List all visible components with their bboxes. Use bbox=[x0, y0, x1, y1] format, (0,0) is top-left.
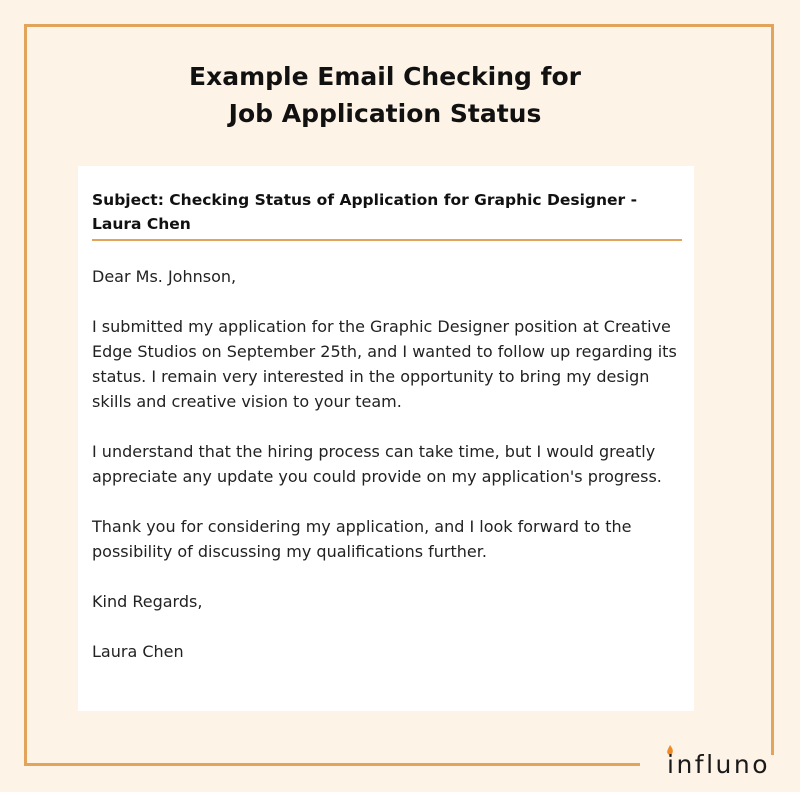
influno-logo bbox=[663, 748, 787, 782]
page-title bbox=[100, 58, 670, 132]
title-line-2: Job Application Status bbox=[228, 99, 542, 128]
email-paragraph-3: Thank you for considering my application, and I look forward to the possibility of discussing my qualifications further. bbox=[92, 517, 632, 561]
email-paragraph-1: I submitted my application for the Graphic Designer position at Creative Edge Studios on September 25th, and I wanted to follow up regarding its status. I remain very interested in the opportunity to bring my design skills and creative vision to your team. bbox=[92, 317, 677, 411]
title-line-1: Example Email Checking for bbox=[189, 62, 581, 91]
email-subject: Subject: Checking Status of Application for Graphic Designer - Laura Chen bbox=[92, 191, 638, 233]
email-card bbox=[78, 166, 694, 711]
email-greeting: Dear Ms. Johnson, bbox=[92, 267, 237, 286]
logo-wordmark: influno bbox=[667, 750, 771, 779]
email-closing: Kind Regards, bbox=[92, 592, 203, 611]
email-body bbox=[92, 264, 687, 689]
email-signature: Laura Chen bbox=[92, 642, 184, 661]
subject-divider bbox=[92, 239, 682, 241]
email-paragraph-2: I understand that the hiring process can take time, but I would greatly appreciate any update you could provide on my application's progress. bbox=[92, 442, 662, 486]
